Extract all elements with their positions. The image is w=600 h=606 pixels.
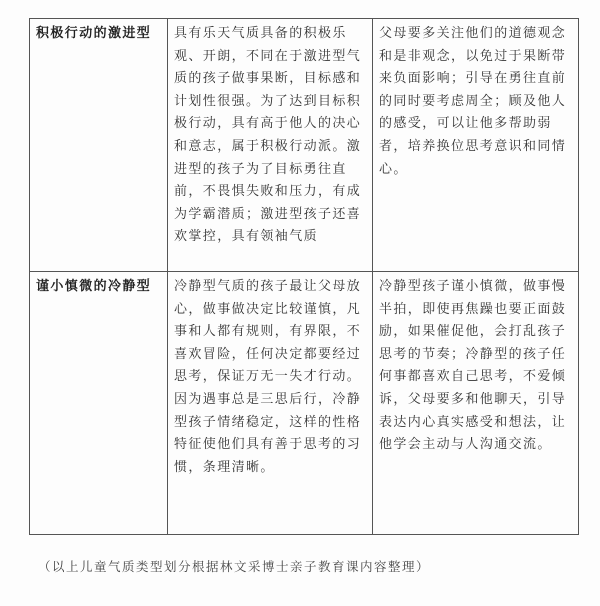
temperament-type-cell: 积极行动的激进型 (30, 19, 168, 272)
source-footnote: （以上儿童气质类型划分根据林文采博士亲子教育课内容整理） (38, 559, 431, 574)
parent-advice-cell: 冷静型孩子谨小慎微，做事慢半拍，即使再焦躁也要正面鼓励，如果催促他，会打乱孩子思考的节奏；冷静型的孩子任何事都喜欢自己思考，不爱倾诉，父母要多和他聊天，引导表达内心真实感受和想法，让他学会主动与人沟通交流。 (373, 272, 579, 535)
traits-cell: 冷静型气质的孩子最让父母放心，做事做决定比较谨慎，凡事和人都有规则，有界限，不喜欢冒险，任何决定都要经过思考，保证万无一失才行动。因为遇事总是三思后行，冷静型孩子情绪稳定，这样的性格特征使他们具有善于思考的习惯，条理清晰。 (168, 272, 373, 535)
table-row (30, 19, 579, 272)
temperament-table (29, 18, 579, 535)
parent-advice-cell: 父母要多关注他们的道德观念和是非观念，以免过于果断带来负面影响；引导在勇往直前的同时要考虑周全；顾及他人的感受，可以让他多帮助弱者，培养换位思考意识和同情心。 (373, 19, 579, 272)
traits-cell: 具有乐天气质具备的积极乐观、开朗，不同在于激进型气质的孩子做事果断，目标感和计划性很强。为了达到目标积极行动，具有高于他人的决心和意志，属于积极行动派。激进型的孩子为了目标勇往直前，不畏惧失败和压力，有成为学霸潜质；激进型孩子还喜欢掌控，具有领袖气质 (168, 19, 373, 272)
temperament-type-cell: 谨小慎微的冷静型 (30, 272, 168, 535)
table-row (30, 272, 579, 535)
